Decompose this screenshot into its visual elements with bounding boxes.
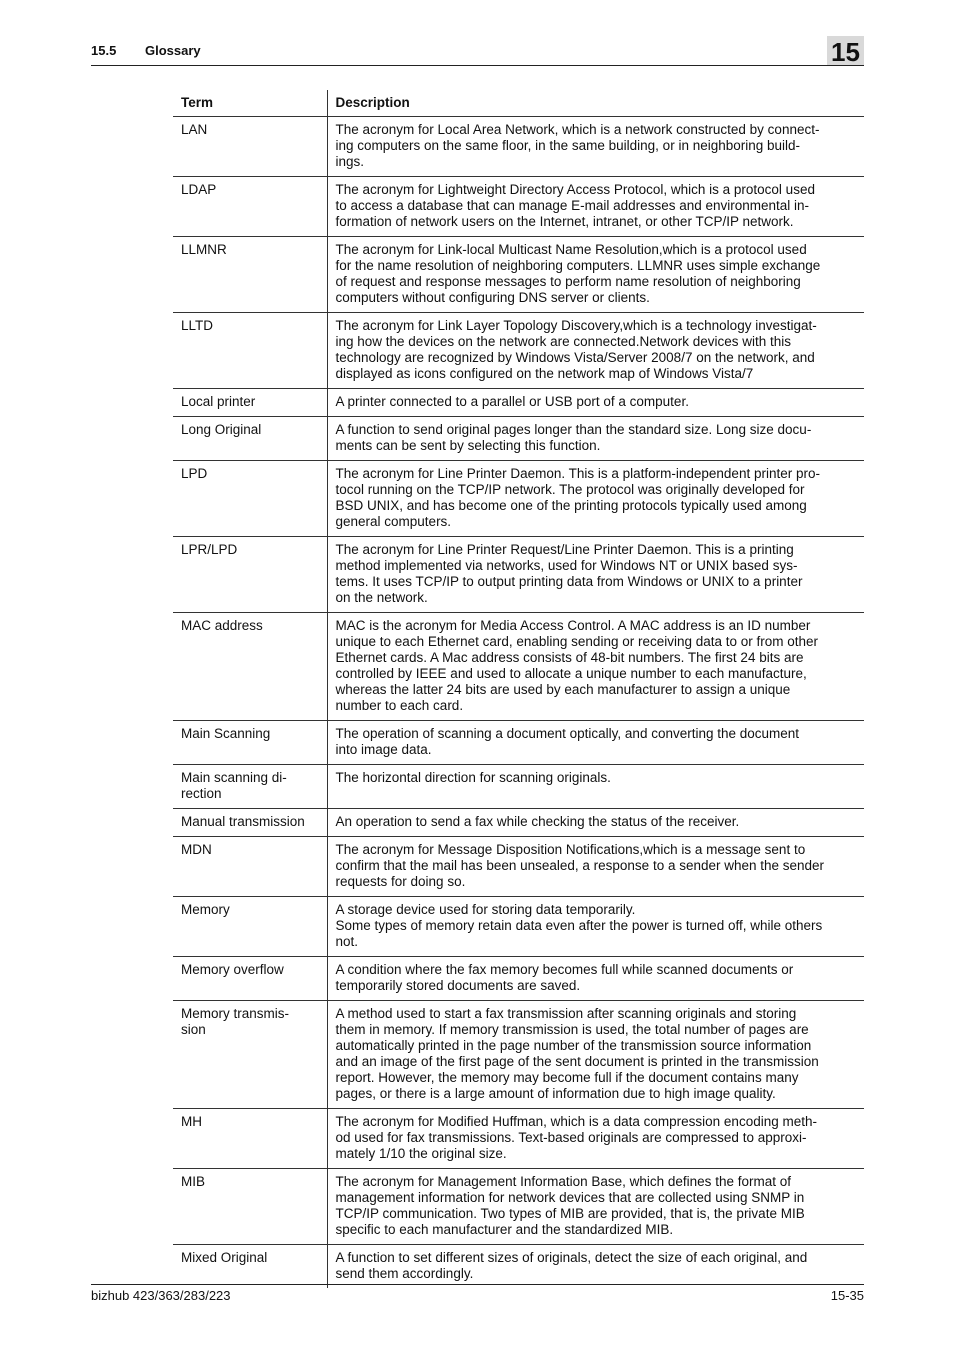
table-row <box>173 177 864 237</box>
term-line: MDN <box>181 842 212 857</box>
glossary-term <box>173 417 327 461</box>
table-row <box>173 897 864 957</box>
term-line: LPD <box>181 466 208 481</box>
description-line: ments can be sent by selecting this function. <box>335 438 601 453</box>
glossary-term <box>173 765 327 809</box>
term-line: Memory <box>181 902 230 917</box>
glossary-description <box>327 177 864 237</box>
glossary-term <box>173 897 327 957</box>
term-line: Memory transmis- <box>181 1006 290 1021</box>
description-line: A printer connected to a parallel or USB port of a computer. <box>335 394 689 409</box>
page-footer <box>91 1284 864 1303</box>
description-line: specific to each manufacturer and the standardized MIB. <box>335 1222 674 1237</box>
description-line: The acronym for Local Area Network, which is a network constructed by connect- <box>335 122 820 137</box>
description-line: The acronym for Message Disposition Notifications,which is a message sent to <box>335 842 806 857</box>
description-line: od used for fax transmissions. Text-based originals are compressed to approxi- <box>335 1130 807 1145</box>
description-line: The acronym for Lightweight Directory Access Protocol, which is a protocol used <box>335 182 815 197</box>
glossary-description <box>327 117 864 177</box>
description-line: on the network. <box>335 590 428 605</box>
description-line: The acronym for Link-local Multicast Name Resolution,which is a protocol used <box>335 242 807 257</box>
description-line: controlled by IEEE and used to allocate a unique number to each manufacture, <box>335 666 807 681</box>
description-line: MAC is the acronym for Media Access Control. A MAC address is an ID number <box>335 618 811 633</box>
description-line: them in memory. If memory transmission is used, the total number of pages are <box>335 1022 809 1037</box>
description-line: tocol running on the TCP/IP network. The protocol was originally developed for <box>335 482 805 497</box>
description-line: BSD UNIX, and has become one of the printing protocols typically used among <box>335 498 807 513</box>
description-line: An operation to send a fax while checking the status of the receiver. <box>335 814 740 829</box>
table-row <box>173 313 864 389</box>
description-line: The acronym for Line Printer Request/Line Printer Daemon. This is a printing <box>335 542 794 557</box>
description-line: unique to each Ethernet card, enabling sending or receiving data to or from other <box>335 634 819 649</box>
glossary-term <box>173 837 327 897</box>
term-line: rection <box>181 786 222 801</box>
description-line: TCP/IP communication. Two types of MIB are provided, that is, the private MIB <box>335 1206 805 1221</box>
description-line: A function to send original pages longer than the standard size. Long size docu- <box>335 422 812 437</box>
term-line: LLMNR <box>181 242 227 257</box>
glossary-term <box>173 117 327 177</box>
term-line: Mixed Original <box>181 1250 268 1265</box>
glossary-description <box>327 461 864 537</box>
term-line: LLTD <box>181 318 214 333</box>
glossary-description <box>327 1109 864 1169</box>
description-line: The acronym for Management Information Base, which defines the format of <box>335 1174 791 1189</box>
table-row <box>173 765 864 809</box>
table-row <box>173 117 864 177</box>
glossary-description <box>327 837 864 897</box>
glossary-term <box>173 1245 327 1289</box>
table-row <box>173 721 864 765</box>
term-line: Main scanning di- <box>181 770 287 785</box>
glossary-description <box>327 765 864 809</box>
table-row <box>173 1001 864 1109</box>
footer-page-number: 15-35 <box>830 1288 864 1303</box>
glossary-description <box>327 721 864 765</box>
glossary-description <box>327 417 864 461</box>
glossary-description <box>327 1169 864 1245</box>
description-line: confirm that the mail has been unsealed, a response to a sender when the sender <box>335 858 825 873</box>
glossary-term <box>173 461 327 537</box>
description-line: Some types of memory retain data even after the power is turned off, while others <box>335 918 823 933</box>
description-line: whereas the latter 24 bits are used by each manufacturer to assign a unique <box>335 682 791 697</box>
description-line: report. However, the memory may become full if the document contains many <box>335 1070 799 1085</box>
glossary-term <box>173 389 327 417</box>
description-line: A storage device used for storing data temporarily. <box>335 902 636 917</box>
term-line: Long Original <box>181 422 262 437</box>
glossary-table <box>173 90 864 1288</box>
description-line: formation of network users on the Internet, intranet, or other TCP/IP network. <box>335 214 794 229</box>
description-line: A condition where the fax memory becomes full while scanned documents or <box>335 962 794 977</box>
table-row <box>173 237 864 313</box>
table-row <box>173 1109 864 1169</box>
description-line: to access a database that can manage E-mail addresses and environmental in- <box>335 198 810 213</box>
glossary-term <box>173 237 327 313</box>
glossary-description <box>327 1001 864 1109</box>
glossary-term <box>173 177 327 237</box>
table-row <box>173 809 864 837</box>
description-line: The acronym for Modified Huffman, which is a data compression encoding meth- <box>335 1114 817 1129</box>
glossary-term <box>173 1001 327 1109</box>
description-line: ing computers on the same floor, in the same building, or in neighboring build- <box>335 138 801 153</box>
glossary-description <box>327 1245 864 1289</box>
description-line: displayed as icons configured on the network map of Windows Vista/7 <box>335 366 754 381</box>
term-line: sion <box>181 1022 206 1037</box>
column-header-term: Term <box>173 90 327 117</box>
description-line: The acronym for Link Layer Topology Discovery,which is a technology investigat- <box>335 318 817 333</box>
glossary-description <box>327 237 864 313</box>
glossary-description <box>327 313 864 389</box>
glossary-term <box>173 957 327 1001</box>
description-line: The acronym for Line Printer Daemon. This is a platform-independent printer pro- <box>335 466 820 481</box>
term-line: Local printer <box>181 394 256 409</box>
term-line: MH <box>181 1114 202 1129</box>
description-line: ings. <box>335 154 365 169</box>
table-row <box>173 461 864 537</box>
description-line: and an image of the first page of the sent document is printed in the transmission <box>335 1054 819 1069</box>
glossary-term <box>173 721 327 765</box>
term-line: Main Scanning <box>181 726 271 741</box>
glossary-term <box>173 537 327 613</box>
description-line: A function to set different sizes of originals, detect the size of each original, and <box>335 1250 808 1265</box>
term-line: LDAP <box>181 182 217 197</box>
term-line: MAC address <box>181 618 263 633</box>
glossary-description <box>327 537 864 613</box>
description-line: automatically printed in the page number of the transmission source information <box>335 1038 812 1053</box>
table-row <box>173 417 864 461</box>
glossary-term <box>173 1169 327 1245</box>
description-line: send them accordingly. <box>335 1266 474 1281</box>
chapter-number-badge: 15 <box>827 36 864 65</box>
glossary-term <box>173 809 327 837</box>
section-title: Glossary <box>145 43 201 58</box>
description-line: computers without configuring DNS server or clients. <box>335 290 650 305</box>
description-line: into image data. <box>335 742 432 757</box>
glossary-description <box>327 897 864 957</box>
description-line: of request and response messages to perform name resolution of neighboring <box>335 274 801 289</box>
description-line: general computers. <box>335 514 452 529</box>
glossary-description <box>327 957 864 1001</box>
glossary-description <box>327 613 864 721</box>
description-line: for the name resolution of neighboring computers. LLMNR uses simple exchange <box>335 258 821 273</box>
section-number: 15.5 <box>91 43 117 58</box>
term-line: Manual transmission <box>181 814 305 829</box>
column-header-description: Description <box>327 90 864 117</box>
glossary-body <box>173 117 864 1289</box>
table-row <box>173 1169 864 1245</box>
description-line: A method used to start a fax transmission after scanning originals and storing <box>335 1006 797 1021</box>
table-row <box>173 1245 864 1289</box>
glossary-term <box>173 313 327 389</box>
description-line: The horizontal direction for scanning originals. <box>335 770 611 785</box>
description-line: management information for network devices that are collected using SNMP in <box>335 1190 805 1205</box>
table-row <box>173 537 864 613</box>
description-line: number to each card. <box>335 698 464 713</box>
glossary-description <box>327 389 864 417</box>
description-line: tems. It uses TCP/IP to output printing data from Windows or UNIX to a printer <box>335 574 803 589</box>
table-row <box>173 957 864 1001</box>
description-line: The operation of scanning a document optically, and converting the document <box>335 726 800 741</box>
description-line: not. <box>335 934 359 949</box>
table-row <box>173 389 864 417</box>
glossary-term <box>173 613 327 721</box>
description-line: temporarily stored documents are saved. <box>335 978 581 993</box>
table-row <box>173 837 864 897</box>
table-header-row <box>173 90 864 117</box>
description-line: mately 1/10 the original size. <box>335 1146 507 1161</box>
description-line: ing how the devices on the network are connected.Network devices with this <box>335 334 791 349</box>
term-line: LPR/LPD <box>181 542 238 557</box>
page-header <box>91 36 864 66</box>
footer-model-name: bizhub 423/363/283/223 <box>91 1288 231 1303</box>
glossary-term <box>173 1109 327 1169</box>
term-line: MIB <box>181 1174 206 1189</box>
description-line: method implemented via networks, used for Windows NT or UNIX based sys- <box>335 558 798 573</box>
table-row <box>173 613 864 721</box>
description-line: technology are recognized by Windows Vista/Server 2008/7 on the network, and <box>335 350 815 365</box>
term-line: LAN <box>181 122 208 137</box>
description-line: Ethernet cards. A Mac address consists of 48-bit numbers. The first 24 bits are <box>335 650 804 665</box>
glossary-description <box>327 809 864 837</box>
description-line: pages, or there is a large amount of information due to high image quality. <box>335 1086 776 1101</box>
description-line: requests for doing so. <box>335 874 466 889</box>
term-line: Memory overflow <box>181 962 284 977</box>
